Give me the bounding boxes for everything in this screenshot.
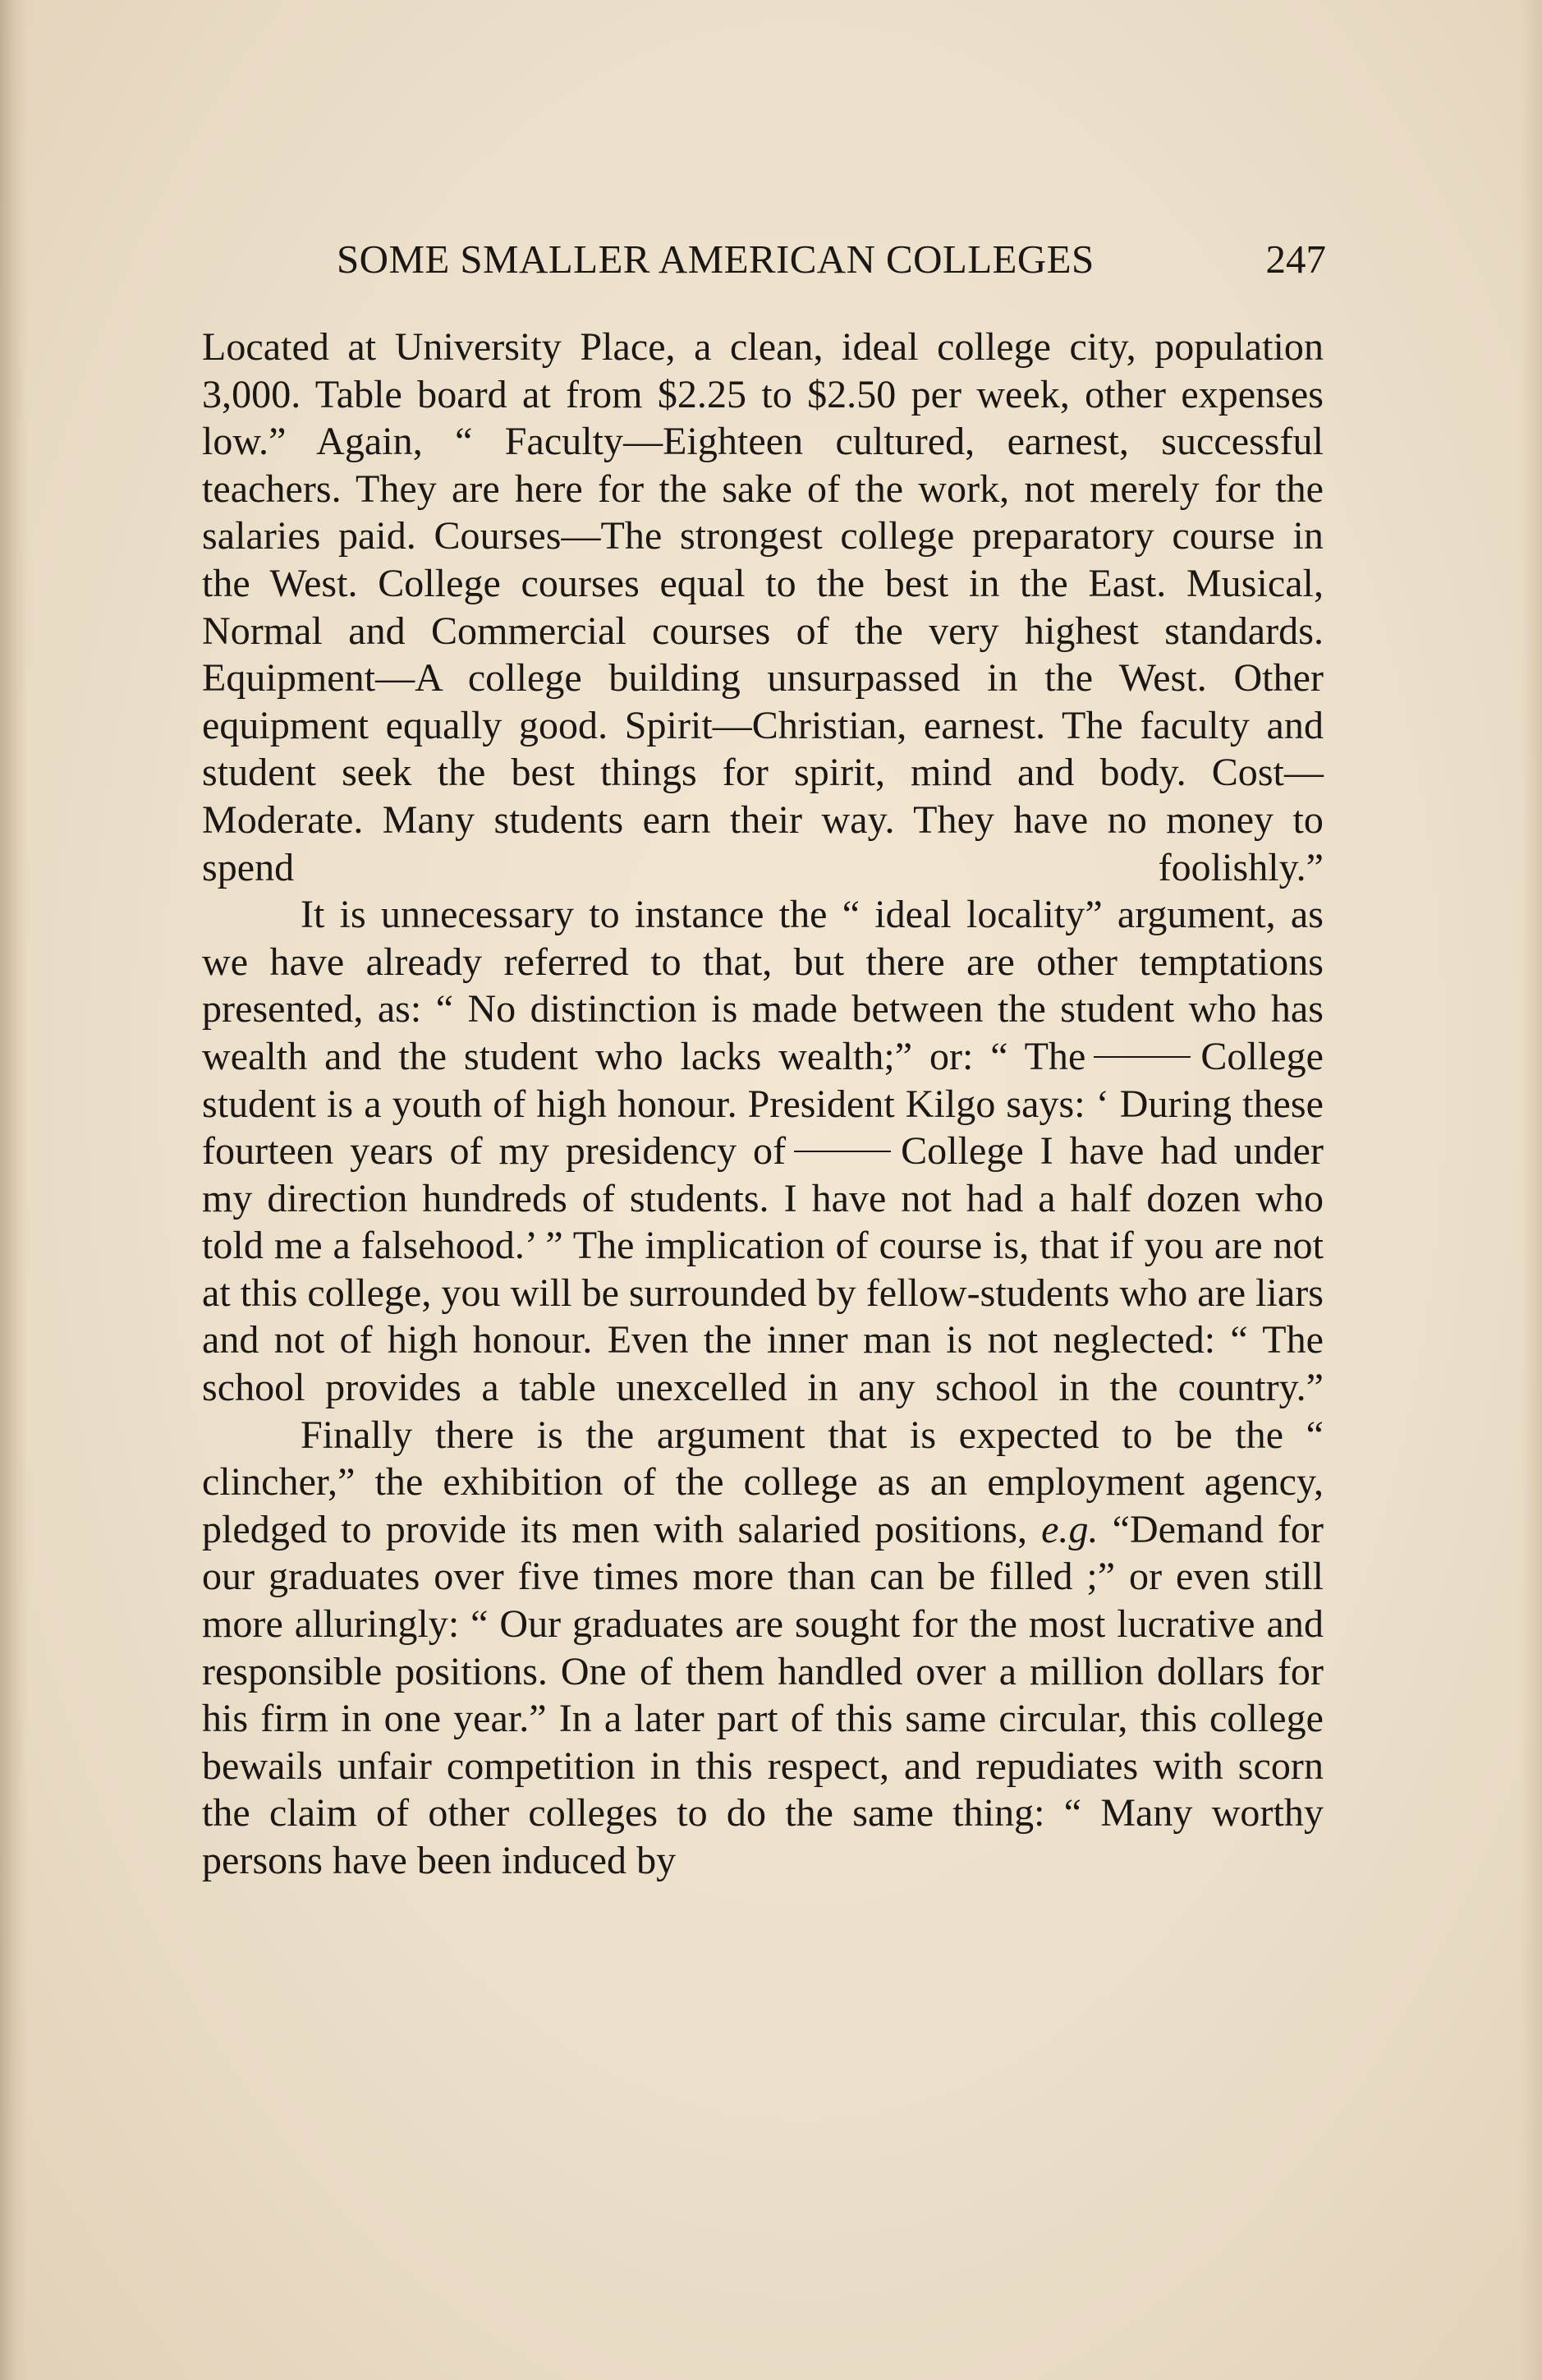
- paragraph-1-text: Located at University Place, a clean, ideal college city, population 3,000. Table board at from $2.25 to $2.50 per week, other expenses low.” Again, “ Faculty—Eighteen cultured, earnest, successful teachers. They are here for the sake of the work, not merely for the salaries paid. Courses—The strongest college preparatory course in the West. College courses equal to the best in the East. Musical, Normal and Commercial courses of the very highest standards. Equipment—A college building unsurpassed in the West. Other equipment equally good. Spirit—Christian, earnest. The faculty and student seek the best things for spirit, mind and body. Cost—Moderate. Many students earn their way. They have no money to spend foolishly.”: [202, 325, 1324, 889]
- paragraph-3-text-b: “Demand for our graduates over five times more than can be filled ;” or even still more alluringly: “ Our graduates are sought for the most lucrative and responsible positions. One of them handled over a million dollars for his firm in one year.” In a later part of this same circular, this college bewails unfair competition in this respect, and repudiates with scorn the claim of other colleges to do the same thing: “ Many worthy persons have been induced by: [202, 1507, 1324, 1882]
- body-text: [202, 324, 1324, 2081]
- page-number: 247: [1265, 237, 1326, 282]
- redaction-dash: [794, 1151, 891, 1152]
- running-head: SOME SMALLER AMERICAN COLLEGES: [337, 237, 1095, 282]
- paragraph-3-text-a: Finally there is the argument that is expected to be the “ clincher,” the exhibition of the college as an employment agency, pledged to provide its men with salaried positions,: [202, 1413, 1324, 1551]
- page-edge: [1521, 0, 1542, 2380]
- paragraph-3-eg: e.g.: [1041, 1507, 1099, 1551]
- redaction-dash: [1094, 1056, 1191, 1058]
- paragraph-1: [202, 324, 1324, 891]
- paragraph-2-text-b: College student is a youth of high honour. President Kilgo says: ‘ During these fourteen years of my presidency of: [202, 1034, 1324, 1174]
- page-header: [337, 237, 1326, 283]
- paragraph-2-text-a: It is unnecessary to instance the “ ideal locality” argument, as we have already referred to that, but there are other temptations presented, as: “ No distinction is made between the student who has wealth and the student who lacks wealth;” or: “ The: [202, 893, 1324, 1078]
- paragraph-2-text-c: College I have had under my direction hundreds of students. I have not had a half dozen who told me a falsehood.’ ” The implication of course is, that if you are not at this college, you will be surrounded by fellow-students who are liars and not of high honour. Even the inner man is not neglected: “ The school provides a table unexcelled in any school in the country.”: [202, 1129, 1324, 1410]
- page-gutter-shadow: [0, 0, 28, 2380]
- paragraph-3: [202, 1412, 1324, 1885]
- paragraph-2: [202, 891, 1324, 1412]
